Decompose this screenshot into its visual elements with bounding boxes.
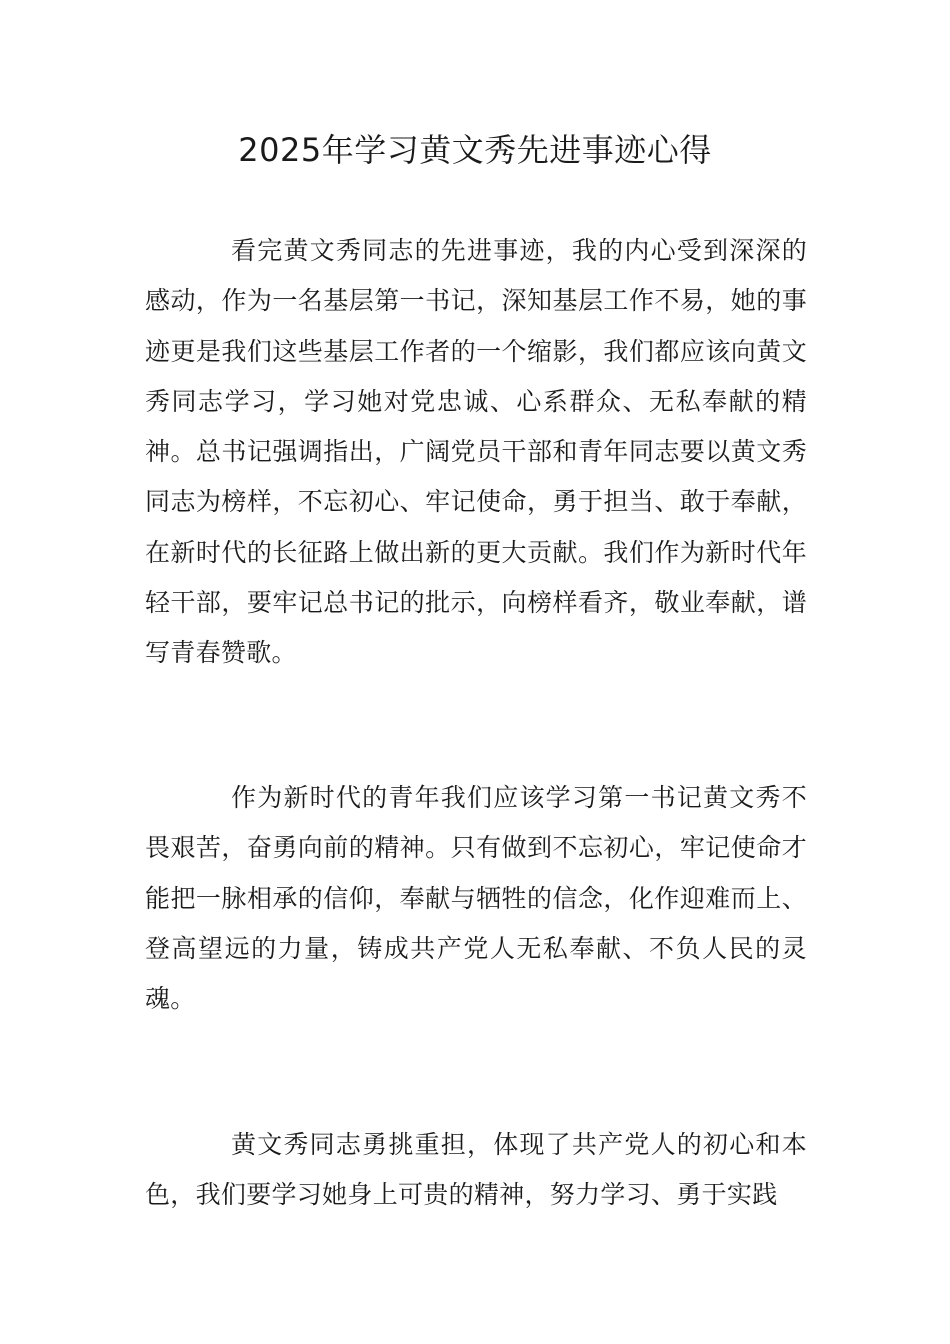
paragraph-1: 看完黄文秀同志的先进事迹，我的内心受到深深的感动，作为一名基层第一书记，深知基层工作不易，她的事迹更是我们这些基层工作者的一个缩影，我们都应该向黄文秀同志学习，学习她对党忠诚、心系群众、无私奉献的精神。总书记强调指出，广阔党员干部和青年同志要以黄文秀同志为榜样，不忘初心、牢记使命，勇于担当、敢于奉献，在新时代的长征路上做出新的更大贡献。我们作为新时代年轻干部，要牢记总书记的批示，向榜样看齐，敬业奉献，谱写青春赞歌。 <box>145 236 807 668</box>
paragraph-2: 作为新时代的青年我们应该学习第一书记黄文秀不畏艰苦，奋勇向前的精神。只有做到不忘初心，牢记使命才能把一脉相承的信仰，奉献与牺牲的信念，化作迎难而上、登高望远的力量，铸成共产党人无私奉献、不负人民的灵魂。 <box>145 783 807 1014</box>
document-title: 2025年学习黄文秀先进事迹心得 <box>238 131 712 169</box>
paragraph-3: 黄文秀同志勇挑重担，体现了共产党人的初心和本色，我们要学习她身上可贵的精神，努力学习、勇于实践 <box>145 1130 807 1210</box>
